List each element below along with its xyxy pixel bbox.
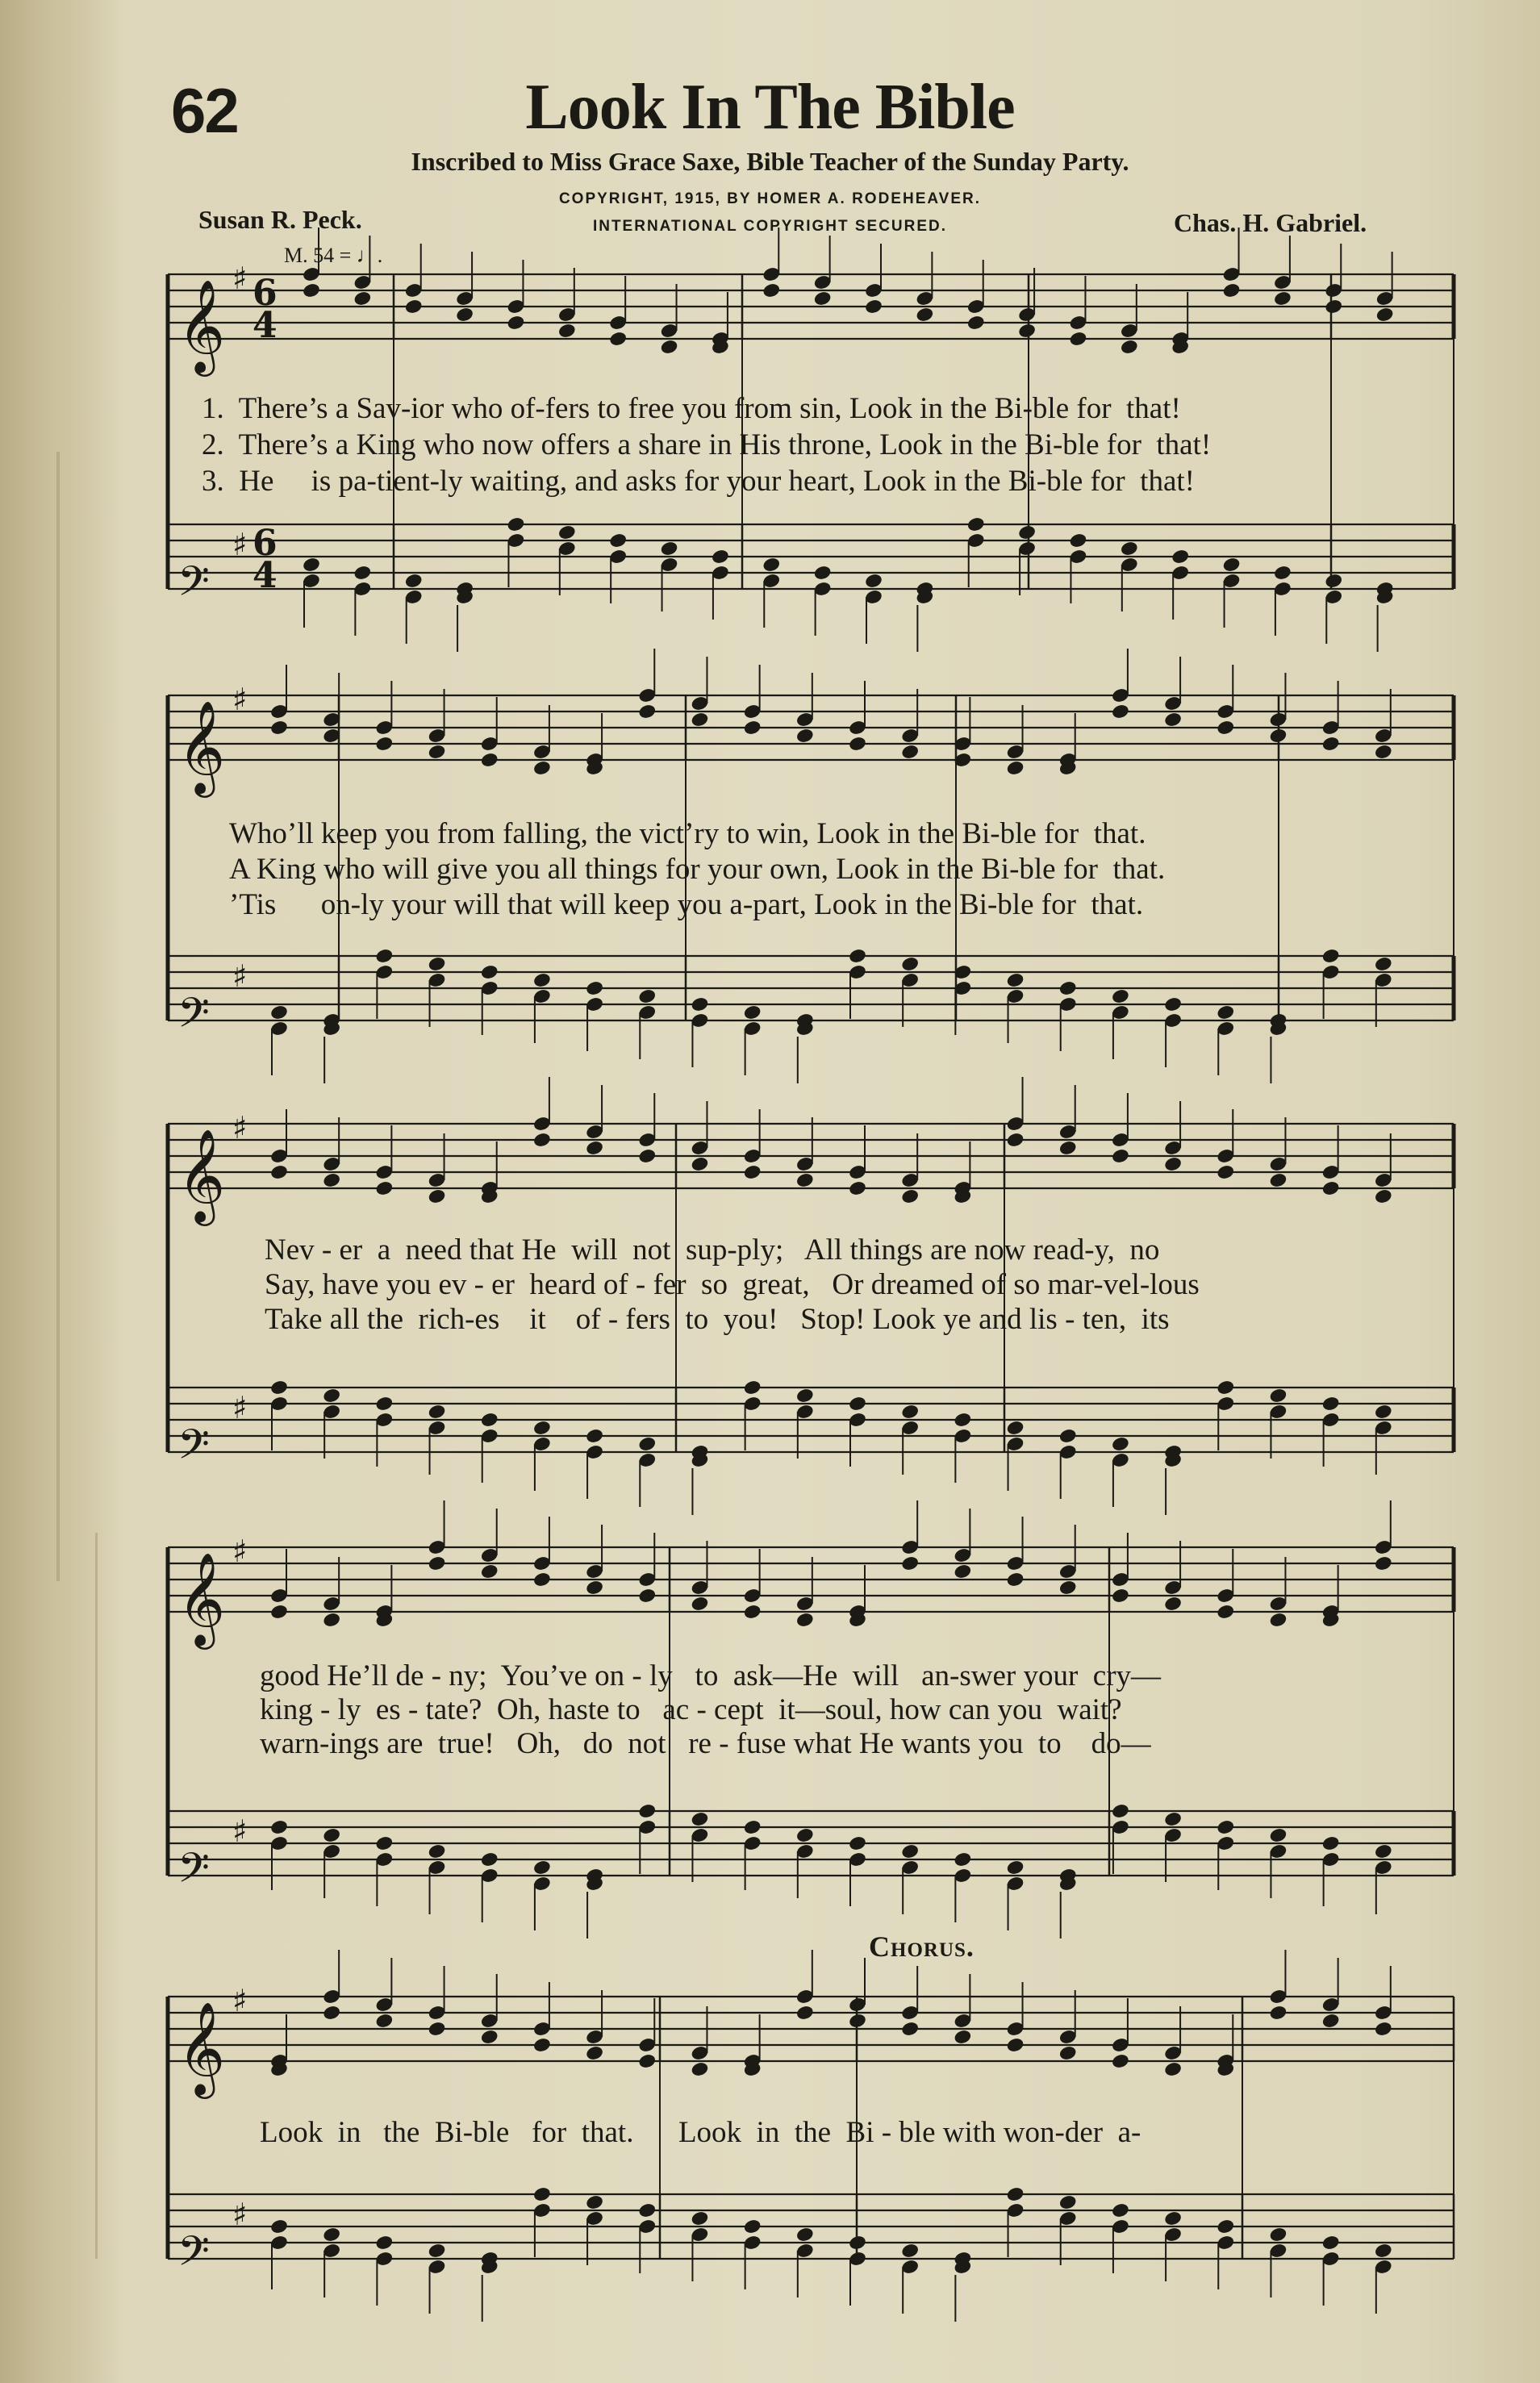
- note-head: [1068, 532, 1087, 549]
- note-head: [690, 996, 709, 1013]
- composer: Chas. H. Gabriel.: [1174, 208, 1367, 237]
- note-head: [1268, 1612, 1288, 1629]
- note-head: [428, 1404, 447, 1421]
- note-head: [1163, 1596, 1183, 1613]
- note-head: [1374, 744, 1393, 761]
- lyric-line: Who’ll keep you from falling, the vict’ry to win, Look in the Bi-ble for that.: [229, 817, 1146, 850]
- note-head: [374, 2235, 394, 2252]
- key-signature-sharp: ♯: [232, 958, 248, 994]
- key-signature-sharp: ♯: [232, 1533, 248, 1569]
- note-head: [900, 1188, 920, 1205]
- note-head: [1058, 2045, 1078, 2062]
- note-head: [322, 1388, 341, 1404]
- note-head: [848, 1396, 867, 1413]
- hymn-title: Look In The Bible: [525, 72, 1015, 143]
- note-head: [1321, 2013, 1341, 2030]
- note-head: [660, 540, 679, 557]
- note-head: [900, 1843, 920, 1860]
- note-head: [1006, 1420, 1025, 1437]
- note-head: [1163, 996, 1183, 1013]
- note-head: [637, 988, 657, 1005]
- note-head: [532, 2037, 552, 2054]
- note-head: [966, 516, 986, 533]
- note-head: [953, 2029, 972, 2046]
- note-head: [585, 2194, 604, 2211]
- note-head: [1017, 323, 1037, 340]
- note-head: [1171, 549, 1190, 565]
- note-head: [1374, 1404, 1393, 1421]
- note-head: [1216, 1164, 1235, 1181]
- note-head: [1058, 2194, 1078, 2211]
- note-head: [322, 1827, 341, 1844]
- bass-clef: 𝄢: [177, 2226, 210, 2285]
- note-head: [1268, 1827, 1288, 1844]
- note-head: [585, 1428, 604, 1445]
- note-head: [1111, 988, 1130, 1005]
- note-head: [1163, 1156, 1183, 1173]
- note-head: [585, 1140, 604, 1157]
- note-head: [455, 307, 474, 323]
- note-head: [404, 298, 424, 315]
- note-head: [585, 980, 604, 997]
- note-head: [795, 1172, 815, 1189]
- note-head: [637, 1436, 657, 1453]
- note-head: [532, 1420, 552, 1437]
- lyric-line: king - ly es - tate? Oh, haste to ac - cept it—soul, how can you wait?: [260, 1693, 1122, 1726]
- note-head: [848, 1180, 867, 1197]
- note-head: [743, 1819, 762, 1836]
- note-head: [1321, 736, 1341, 753]
- note-head: [1374, 1188, 1393, 1205]
- note-head: [322, 2226, 341, 2243]
- note-head: [1268, 2005, 1288, 2022]
- note-head: [1006, 2037, 1025, 2054]
- note-head: [1111, 1436, 1130, 1453]
- key-signature-sharp: ♯: [232, 681, 248, 717]
- lyric-line: Nev - er a need that He will not sup-ply; All things are now read-y, no: [265, 1233, 1160, 1267]
- note-head: [532, 1132, 552, 1149]
- note-head: [1006, 972, 1025, 989]
- note-head: [585, 2045, 604, 2062]
- note-head: [506, 315, 525, 332]
- note-head: [480, 1412, 499, 1429]
- note-head: [1058, 1140, 1078, 1157]
- note-head: [900, 2021, 920, 2038]
- note-head: [1006, 1571, 1025, 1588]
- note-head: [953, 1851, 972, 1868]
- note-head: [428, 1843, 447, 1860]
- treble-clef: 𝄞: [177, 278, 226, 373]
- note-head: [795, 728, 815, 745]
- note-head: [302, 282, 321, 299]
- note-head: [532, 1859, 552, 1876]
- note-head: [1006, 1859, 1025, 1876]
- lyric-line: Take all the rich-es it of - fers to you! Stop! Look ye and lis - ten, its: [265, 1303, 1170, 1336]
- note-head: [1058, 1580, 1078, 1596]
- note-head: [1111, 2202, 1130, 2219]
- note-head: [1321, 1396, 1341, 1413]
- note-head: [690, 712, 709, 728]
- note-head: [269, 1164, 289, 1181]
- note-head: [1058, 980, 1078, 997]
- note-head: [1163, 2061, 1183, 2078]
- note-head: [1216, 2218, 1235, 2235]
- note-head: [1222, 557, 1242, 574]
- note-head: [1268, 1172, 1288, 1189]
- note-head: [1324, 298, 1343, 315]
- note-head: [269, 1819, 289, 1836]
- note-head: [1321, 1180, 1341, 1197]
- note-head: [637, 2202, 657, 2219]
- note-head: [762, 557, 781, 574]
- treble-clef: 𝄞: [177, 2001, 226, 2095]
- note-head: [1375, 307, 1395, 323]
- note-head: [269, 2218, 289, 2235]
- copyright-line: COPYRIGHT, 1915, BY HOMER A. RODEHEAVER.: [558, 190, 982, 207]
- note-head: [900, 2243, 920, 2260]
- note-head: [637, 1588, 657, 1605]
- note-head: [1216, 1819, 1235, 1836]
- note-head: [900, 956, 920, 973]
- note-head: [480, 2029, 499, 2046]
- note-head: [1374, 1843, 1393, 1860]
- note-head: [1324, 573, 1343, 590]
- note-head: [1216, 720, 1235, 737]
- note-head: [1268, 2226, 1288, 2243]
- note-head: [1006, 1132, 1025, 1149]
- note-head: [585, 1580, 604, 1596]
- lyric-line: Say, have you ev - er heard of - fer so great, Or dreamed of so mar-vel-lous: [265, 1268, 1200, 1301]
- note-head: [953, 1563, 972, 1580]
- note-head: [690, 2061, 709, 2078]
- note-head: [1216, 1379, 1235, 1396]
- note-head: [480, 1563, 499, 1580]
- note-head: [1111, 1803, 1130, 1820]
- note-head: [848, 2013, 867, 2030]
- note-head: [743, 1604, 762, 1621]
- note-head: [269, 1379, 289, 1396]
- note-head: [532, 760, 552, 777]
- note-head: [353, 565, 372, 582]
- note-head: [848, 736, 867, 753]
- note-head: [848, 948, 867, 965]
- note-head: [864, 573, 883, 590]
- note-head: [428, 2243, 447, 2260]
- treble-clef: 𝄞: [177, 1551, 226, 1646]
- note-head: [1273, 290, 1292, 307]
- note-head: [322, 1172, 341, 1189]
- treble-clef: 𝄞: [177, 699, 226, 794]
- bass-clef: 𝄢: [177, 557, 210, 616]
- note-head: [795, 1612, 815, 1629]
- note-head: [557, 323, 577, 340]
- note-head: [1111, 703, 1130, 720]
- note-head: [428, 744, 447, 761]
- key-signature-sharp: ♯: [232, 526, 248, 562]
- note-head: [1006, 2186, 1025, 2203]
- note-head: [532, 2186, 552, 2203]
- note-head: [1268, 728, 1288, 745]
- note-head: [690, 1811, 709, 1828]
- note-head: [795, 1388, 815, 1404]
- note-head: [1163, 712, 1183, 728]
- note-head: [1268, 1388, 1288, 1404]
- tempo-marking: M. 54 = ♩.: [284, 244, 383, 267]
- note-head: [608, 331, 628, 348]
- note-head: [637, 1148, 657, 1165]
- time-signature-top: 6: [252, 523, 278, 564]
- note-head: [762, 282, 781, 299]
- lyric-line: 1. There’s a Sav-ior who of-fers to free you from sin, Look in the Bi-ble for that!: [202, 392, 1181, 425]
- note-head: [743, 720, 762, 737]
- note-head: [1120, 540, 1139, 557]
- note-head: [1321, 1835, 1341, 1852]
- note-head: [848, 1835, 867, 1852]
- note-head: [743, 1164, 762, 1181]
- note-head: [1216, 1004, 1235, 1021]
- note-head: [915, 307, 934, 323]
- note-head: [404, 573, 424, 590]
- lyric-line: A King who will give you all things for your own, Look in the Bi-ble for that.: [229, 853, 1166, 886]
- time-signature-bottom: 4: [252, 305, 278, 346]
- note-head: [1374, 1555, 1393, 1572]
- note-head: [480, 1851, 499, 1868]
- note-head: [480, 752, 499, 769]
- note-head: [1058, 1428, 1078, 1445]
- note-head: [690, 2210, 709, 2227]
- note-head: [1163, 2210, 1183, 2227]
- key-signature-sharp: ♯: [232, 2196, 248, 2232]
- note-head: [1374, 2021, 1393, 2038]
- chorus-label: Chorus.: [869, 1930, 974, 1963]
- note-head: [532, 1571, 552, 1588]
- note-head: [1321, 948, 1341, 965]
- note-head: [353, 290, 372, 307]
- note-head: [813, 290, 833, 307]
- bass-clef: 𝄢: [177, 1843, 210, 1902]
- note-head: [900, 1555, 920, 1572]
- lyric-line: Look in the Bi-ble for that. Look in the Bi - ble with won-der a-: [260, 2116, 1141, 2149]
- note-head: [1111, 2053, 1130, 2070]
- note-head: [1120, 339, 1139, 356]
- lyric-line: ’Tis on-ly your will that will keep you a-part, Look in the Bi-ble for that.: [229, 888, 1144, 921]
- note-head: [848, 2235, 867, 2252]
- note-head: [795, 1827, 815, 1844]
- note-head: [374, 1396, 394, 1413]
- note-head: [269, 720, 289, 737]
- note-head: [864, 298, 883, 315]
- note-head: [900, 1404, 920, 1421]
- time-signature-top: 6: [252, 273, 278, 314]
- lyricist: Susan R. Peck.: [198, 205, 362, 234]
- copyright-secured-line: INTERNATIONAL COPYRIGHT SECURED.: [592, 218, 948, 235]
- note-head: [1163, 1811, 1183, 1828]
- note-head: [374, 736, 394, 753]
- note-head: [374, 2013, 394, 2030]
- note-head: [428, 1188, 447, 1205]
- note-head: [660, 339, 679, 356]
- note-head: [1374, 2243, 1393, 2260]
- note-head: [322, 2005, 341, 2022]
- note-head: [900, 744, 920, 761]
- note-head: [966, 315, 986, 332]
- note-head: [532, 972, 552, 989]
- lyric-line: 2. There’s a King who now offers a share in His throne, Look in the Bi-ble for that!: [202, 428, 1212, 461]
- note-head: [1321, 2235, 1341, 2252]
- note-head: [428, 2021, 447, 2038]
- note-head: [374, 1180, 394, 1197]
- lyric-line: good He’ll de - ny; You’ve on - ly to ask—He will an-swer your cry—: [260, 1659, 1162, 1692]
- note-head: [795, 2005, 815, 2022]
- note-head: [637, 1803, 657, 1820]
- note-head: [1111, 1588, 1130, 1605]
- note-head: [557, 524, 577, 541]
- note-head: [1273, 565, 1292, 582]
- note-head: [1374, 956, 1393, 973]
- note-head: [743, 2218, 762, 2235]
- note-head: [1222, 282, 1242, 299]
- note-head: [480, 964, 499, 981]
- key-signature-sharp: ♯: [232, 1982, 248, 2018]
- note-head: [637, 2053, 657, 2070]
- note-head: [795, 2226, 815, 2243]
- note-head: [813, 565, 833, 582]
- note-head: [637, 703, 657, 720]
- lyric-line: warn-ings are true! Oh, do not re - fuse what He wants you to do—: [260, 1727, 1151, 1760]
- lyric-line: 3. He is pa-tient-ly waiting, and asks for your heart, Look in the Bi-ble for that!: [202, 465, 1195, 498]
- key-signature-sharp: ♯: [232, 260, 248, 296]
- note-head: [269, 1604, 289, 1621]
- note-head: [711, 549, 730, 565]
- bass-clef: 𝄢: [177, 988, 210, 1047]
- key-signature-sharp: ♯: [232, 1109, 248, 1146]
- note-head: [428, 1555, 447, 1572]
- note-head: [743, 1379, 762, 1396]
- treble-clef: 𝄞: [177, 1128, 226, 1222]
- dedication: Inscribed to Miss Grace Saxe, Bible Teacher of the Sunday Party.: [411, 147, 1129, 176]
- note-head: [322, 1612, 341, 1629]
- time-signature-bottom: 4: [252, 555, 278, 596]
- note-head: [743, 1004, 762, 1021]
- note-head: [1068, 331, 1087, 348]
- note-head: [690, 1156, 709, 1173]
- note-head: [953, 1412, 972, 1429]
- key-signature-sharp: ♯: [232, 1813, 248, 1849]
- note-head: [1216, 1604, 1235, 1621]
- note-head: [1017, 524, 1037, 541]
- note-head: [302, 557, 321, 574]
- note-head: [1006, 760, 1025, 777]
- note-head: [374, 948, 394, 965]
- note-head: [269, 1004, 289, 1021]
- note-head: [1111, 1148, 1130, 1165]
- note-head: [374, 1835, 394, 1852]
- page-number: 62: [171, 75, 238, 146]
- key-signature-sharp: ♯: [232, 1389, 248, 1425]
- note-head: [608, 532, 628, 549]
- note-head: [690, 1596, 709, 1613]
- note-head: [506, 516, 525, 533]
- note-head: [428, 956, 447, 973]
- bass-clef: 𝄢: [177, 1420, 210, 1479]
